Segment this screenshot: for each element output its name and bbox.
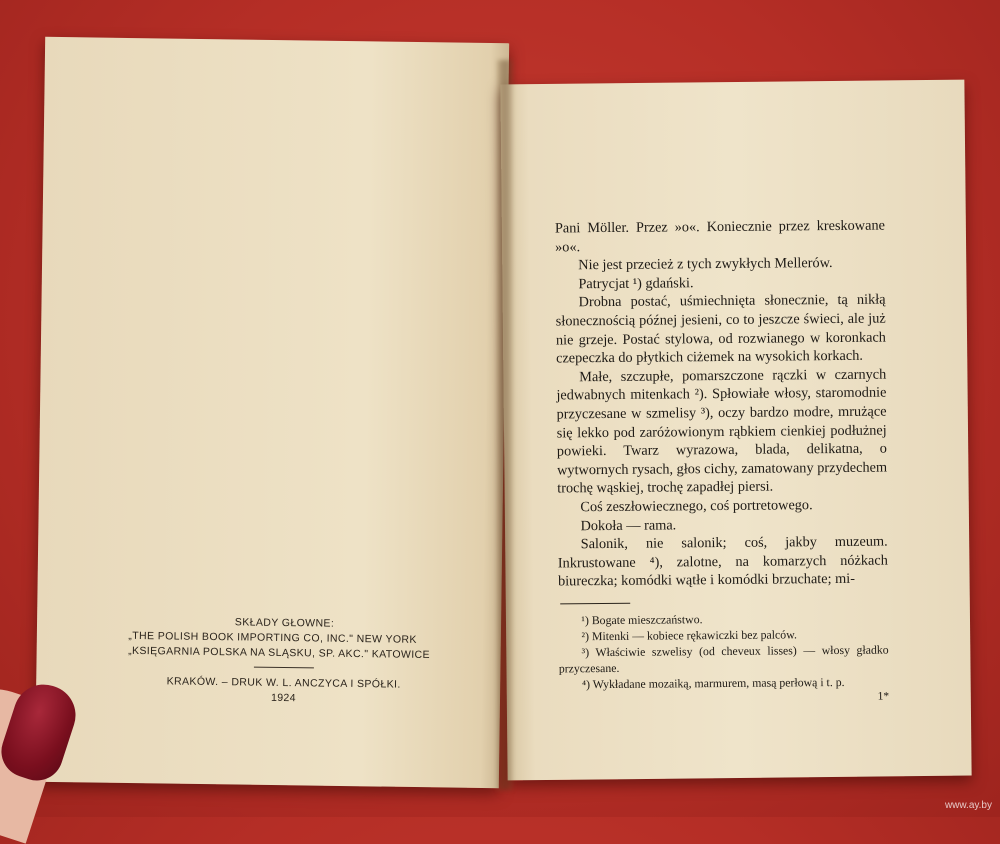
- footnote: ³) Właściwie szwelisy (od cheveux lisses) — włosy gładko przyczesane.: [558, 642, 889, 676]
- paragraph: Drobna postać, uśmiechnięta słonecznie, tą nikłą słonecznością późnej jesieni, co to jeszcze świeci, ale już nie grzeje. Postać stylowa, od rozwianego w koronkach czepeczka do płytkich ciżemek na wysokich korkach.: [555, 291, 886, 367]
- imprint-divider: [254, 667, 314, 669]
- imprint-block: [127, 614, 440, 708]
- paragraph: Dokoła — rama.: [580, 516, 677, 534]
- paragraph: Pani Möller. Przez »o«. Koniecznie przez kreskowane »o«.: [554, 217, 886, 256]
- imprint-line-katowice: „KSIĘGARNIA POLSKA NA SLĄSKU, SP. AKC." KATOWICE: [128, 644, 431, 662]
- imprint-year: 1924: [270, 691, 297, 705]
- paragraph: Patrycjat ¹) gdański.: [578, 275, 694, 293]
- paragraph: Małe, szczupłe, pomarszczone rączki w czarnych jedwabnych mitenkach ²). Spłowiałe włosy, staromodnie przyczesane w szmelisy ³), oczy bardzo modre, mrużące się lekko pod zaróżowionym rąbkiem cienkiej podłużnej powieki. Twarz wyrazowa, blada, delikatna, o wytwornych rysach, głos cichy, zamatowany przydechem trochę wąskiej, trochę zapadłej piersi.: [556, 366, 888, 497]
- page-number: 1*: [877, 690, 890, 703]
- paragraph: Nie jest przecież z tych zwykłych Mellerów.: [578, 255, 833, 274]
- paragraph: Salonik, nie salonik; coś, jakby muzeum. Inkrustowane ⁴), zalotne, na komarzych nóżkach biureczka; komódki wątłe i komódki brzuchate; mi-: [557, 533, 888, 590]
- footnote: ⁴) Wykładane mozaiką, marmurem, masą perłową i t. p.: [581, 674, 845, 692]
- paragraph: Coś zeszłowiecznego, coś portretowego.: [580, 497, 813, 516]
- footnotes: [558, 609, 889, 692]
- imprint-heading: SKŁADY GŁOWNE:: [234, 616, 335, 630]
- footnote: ²) Mitenki — kobiece rękawiczki bez palców.: [581, 627, 797, 644]
- watermark: www.ay.by: [944, 800, 992, 811]
- footnote: ¹) Bogate mieszczaństwo.: [581, 612, 703, 628]
- book-gutter: [497, 60, 513, 790]
- imprint-line-newyork: „THE POLISH BOOK IMPORTING CO, INC." NEW YORK: [128, 629, 417, 646]
- footnote-divider: [560, 603, 630, 605]
- imprint-printer: KRAKÓW. – DRUK W. L. ANCZYCA I SPÓŁKI.: [166, 675, 401, 691]
- main-text: [555, 217, 889, 709]
